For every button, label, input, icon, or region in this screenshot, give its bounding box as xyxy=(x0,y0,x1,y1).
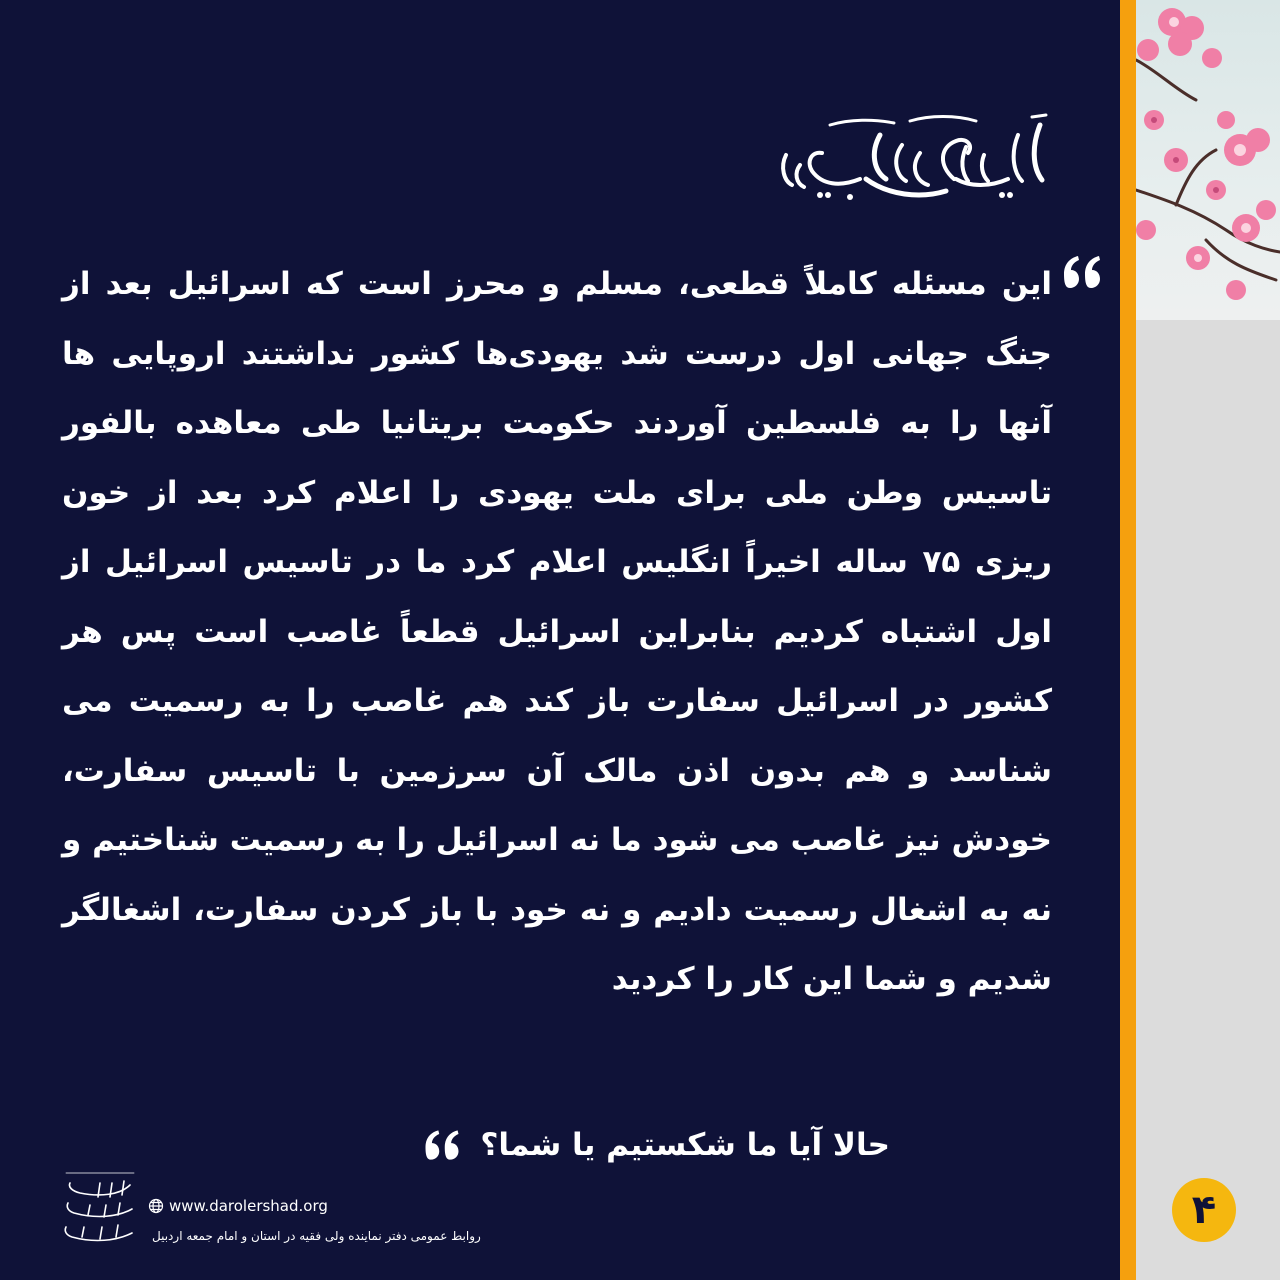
cherry-blossom-illustration xyxy=(1136,0,1280,320)
footer xyxy=(60,1165,580,1265)
open-quote-icon xyxy=(1058,252,1106,292)
globe-icon xyxy=(148,1198,164,1214)
accent-stripe xyxy=(1120,0,1136,1280)
darolershad-logo xyxy=(60,1165,140,1255)
signature-calligraphy xyxy=(770,95,1050,205)
website-text: www.darolershad.org xyxy=(169,1197,328,1215)
last-line-text: حالا آیا ما شکستیم یا شما؟ xyxy=(480,1127,890,1163)
office-caption: روابط عمومی دفتر نماینده ولی فقیه در استان و امام جمعه اردبیل xyxy=(152,1229,481,1243)
flower-image xyxy=(1136,0,1280,320)
side-panel xyxy=(1136,0,1280,1280)
page-number-badge: ۴ xyxy=(1172,1178,1236,1242)
close-quote-icon xyxy=(420,1126,464,1164)
quote-body-text: این مسئله کاملاً قطعی، مسلم و محرز است که اسرائیل بعد از جنگ جهانی اول درست شد یهودی‌ها کشور نداشتند اروپایی ها آنها را به فلسطین آوردند حکومت بریتانیا طی معاهده بالفور تاسیس وطن ملی برای ملت یهودی را اعلام کرد بعد از خون ریزی ۷۵ ساله اخیراً انگلیس اعلام کرد ما در تاسیس اسرائیل از اول اشتباه کردیم بنابراین اسرائیل قطعاً غاصب است پس هر کشور در اسرائیل سفارت باز کند هم غاصب را به رسمیت می شناسد و هم بدون اذن مالک آن سرزمین با تاسیس سفارت، خودش نیز غاصب می شود ما نه اسرائیل را به رسمیت شناختیم و نه به اشغال رسمیت دادیم و نه خود با باز کردن سفارت، اشغالگر شدیم و شما این کار را کردید xyxy=(62,266,1052,997)
quote-last-line xyxy=(420,1120,890,1170)
website-link[interactable] xyxy=(148,1197,328,1215)
